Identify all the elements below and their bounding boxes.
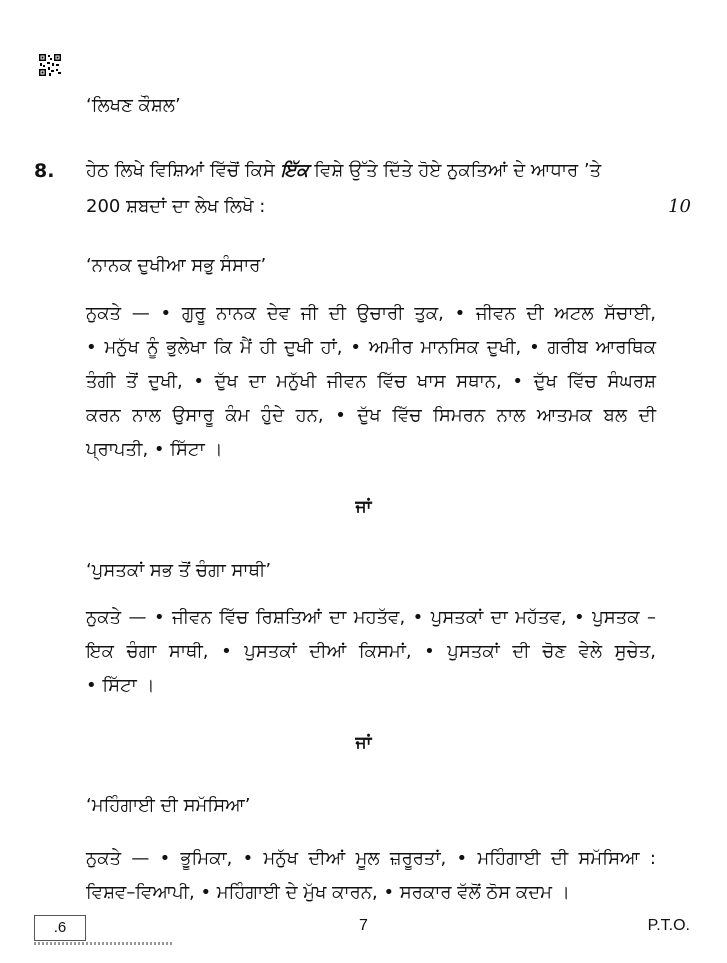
topic-3-line: ਵਿਸ਼ਵ–ਵਿਆਪੀ, • ਮਹਿੰਗਾਈ ਦੇ ਮੁੱਖ ਕਾਰਨ, • ਸਰਕਾਰ ਵੱਲੋਂ ਠੋਸ ਕਦਮ । <box>86 882 570 903</box>
topic-1-line: • ਮਨੁੱਖ ਨੂੰ ਭੁਲੇਖਾ ਕਿ ਮੈਂ ਹੀ ਦੁਖੀ ਹਾਂ, • ਅਮੀਰ ਮਾਨਸਿਕ ਦੁਖੀ, • ਗਰੀਬ ਆਰਥਿਕ <box>86 337 656 358</box>
topic-1-line: ਕਰਨ ਨਾਲ ਉਸਾਰੂ ਕੰਮ ਹੁੰਦੇ ਹਨ, • ਦੁੱਖ ਵਿੱਚ ਸਿਮਰਨ ਨਾਲ ਆਤਮਕ ਬਲ ਦੀ <box>86 405 656 426</box>
topic-points-1 <box>86 297 656 467</box>
topic-1-line: ਨੁਕਤੇ — • ਗੁਰੂ ਨਾਨਕ ਦੇਵ ਜੀ ਦੀ ਉਚਾਰੀ ਤੁਕ, • ਜੀਵਨ ਦੀ ਅਟਲ ਸੱਚਾਈ, <box>86 303 656 324</box>
section-title: ‘ਲਿਖਣ ਕੌਸ਼ਲ’ <box>86 95 181 116</box>
topic-title-2: ‘ਪੁਸਤਕਾਂ ਸਭ ਤੋਂ ਚੰਗਾ ਸਾਥੀ’ <box>86 560 272 581</box>
topic-2-line: ਇਕ ਚੰਗਾ ਸਾਥੀ, • ਪੁਸਤਕਾਂ ਦੀਆਂ ਕਿਸਮਾਂ, • ਪੁਸਤਕਾਂ ਦੀ ਚੋਣ ਵੇਲੇ ਸੁਚੇਤ, <box>86 641 656 662</box>
page-number: 7 <box>359 917 368 934</box>
topic-2-line: • ਸਿੱਟਾ । <box>86 675 155 696</box>
topic-3-line: ਨੁਕਤੇ — • ਭੂਮਿਕਾ, • ਮਨੁੱਖ ਦੀਆਂ ਮੂਲ ਜ਼ਰੂਰਤਾਂ, • ਮਹਿੰਗਾਈ ਦੀ ਸਮੱਸਿਆ : <box>86 848 656 869</box>
topic-title-1: ‘ਨਾਨਕ ਦੁਖੀਆ ਸਭੁ ਸੰਸਾਰ’ <box>86 255 267 276</box>
barcode-strip <box>34 942 174 945</box>
topic-1-line: ਪ੍ਰਾਪਤੀ, • ਸਿੱਟਾ । <box>86 439 223 460</box>
question-line-1 <box>86 160 601 181</box>
topic-points-3 <box>86 842 656 910</box>
question-line-2: 200 ਸ਼ਬਦਾਂ ਦਾ ਲੇਖ ਲਿਖੋ : <box>86 196 266 217</box>
topic-points-2 <box>86 601 656 703</box>
question-text-a: ਹੇਠ ਲਿਖੇ ਵਿਸ਼ਿਆਂ ਵਿੱਚੋਂ ਕਿਸੇ <box>86 160 275 181</box>
pto-label: P.T.O. <box>647 917 690 934</box>
question-marks: 10 <box>668 196 691 217</box>
question-text-b: ਵਿਸ਼ੇ ਉੱਤੇ ਦਿੱਤੇ ਹੋਏ ਨੁਕਤਿਆਂ ਦੇ ਆਧਾਰ ’ਤੇ <box>314 160 602 181</box>
topic-1-line: ਤੰਗੀ ਤੋਂ ਦੁਖੀ, • ਦੁੱਖ ਦਾ ਮਨੁੱਖੀ ਜੀਵਨ ਵਿੱਚ ਖਾਸ ਸਥਾਨ, • ਦੁੱਖ ਵਿੱਚ ਸੰਘਰਸ਼ <box>86 371 656 392</box>
question-number: 8. <box>34 160 55 182</box>
paper-code-box: .6 <box>34 915 86 941</box>
or-separator-1: ਜਾਂ <box>355 497 372 517</box>
question-emphasis: ਇੱਕ <box>280 160 309 181</box>
or-separator-2: ਜਾਂ <box>355 733 372 753</box>
qr-code-icon <box>38 53 62 77</box>
topic-title-3: ‘ਮਹਿੰਗਾਈ ਦੀ ਸਮੱਸਿਆ’ <box>86 795 251 816</box>
topic-2-line: ਨੁਕਤੇ — • ਜੀਵਨ ਵਿੱਚ ਰਿਸ਼ਤਿਆਂ ਦਾ ਮਹਤੱਵ, • ਪੁਸਤਕਾਂ ਦਾ ਮਹੱਤਵ, • ਪੁਸਤਕ – <box>86 607 656 628</box>
